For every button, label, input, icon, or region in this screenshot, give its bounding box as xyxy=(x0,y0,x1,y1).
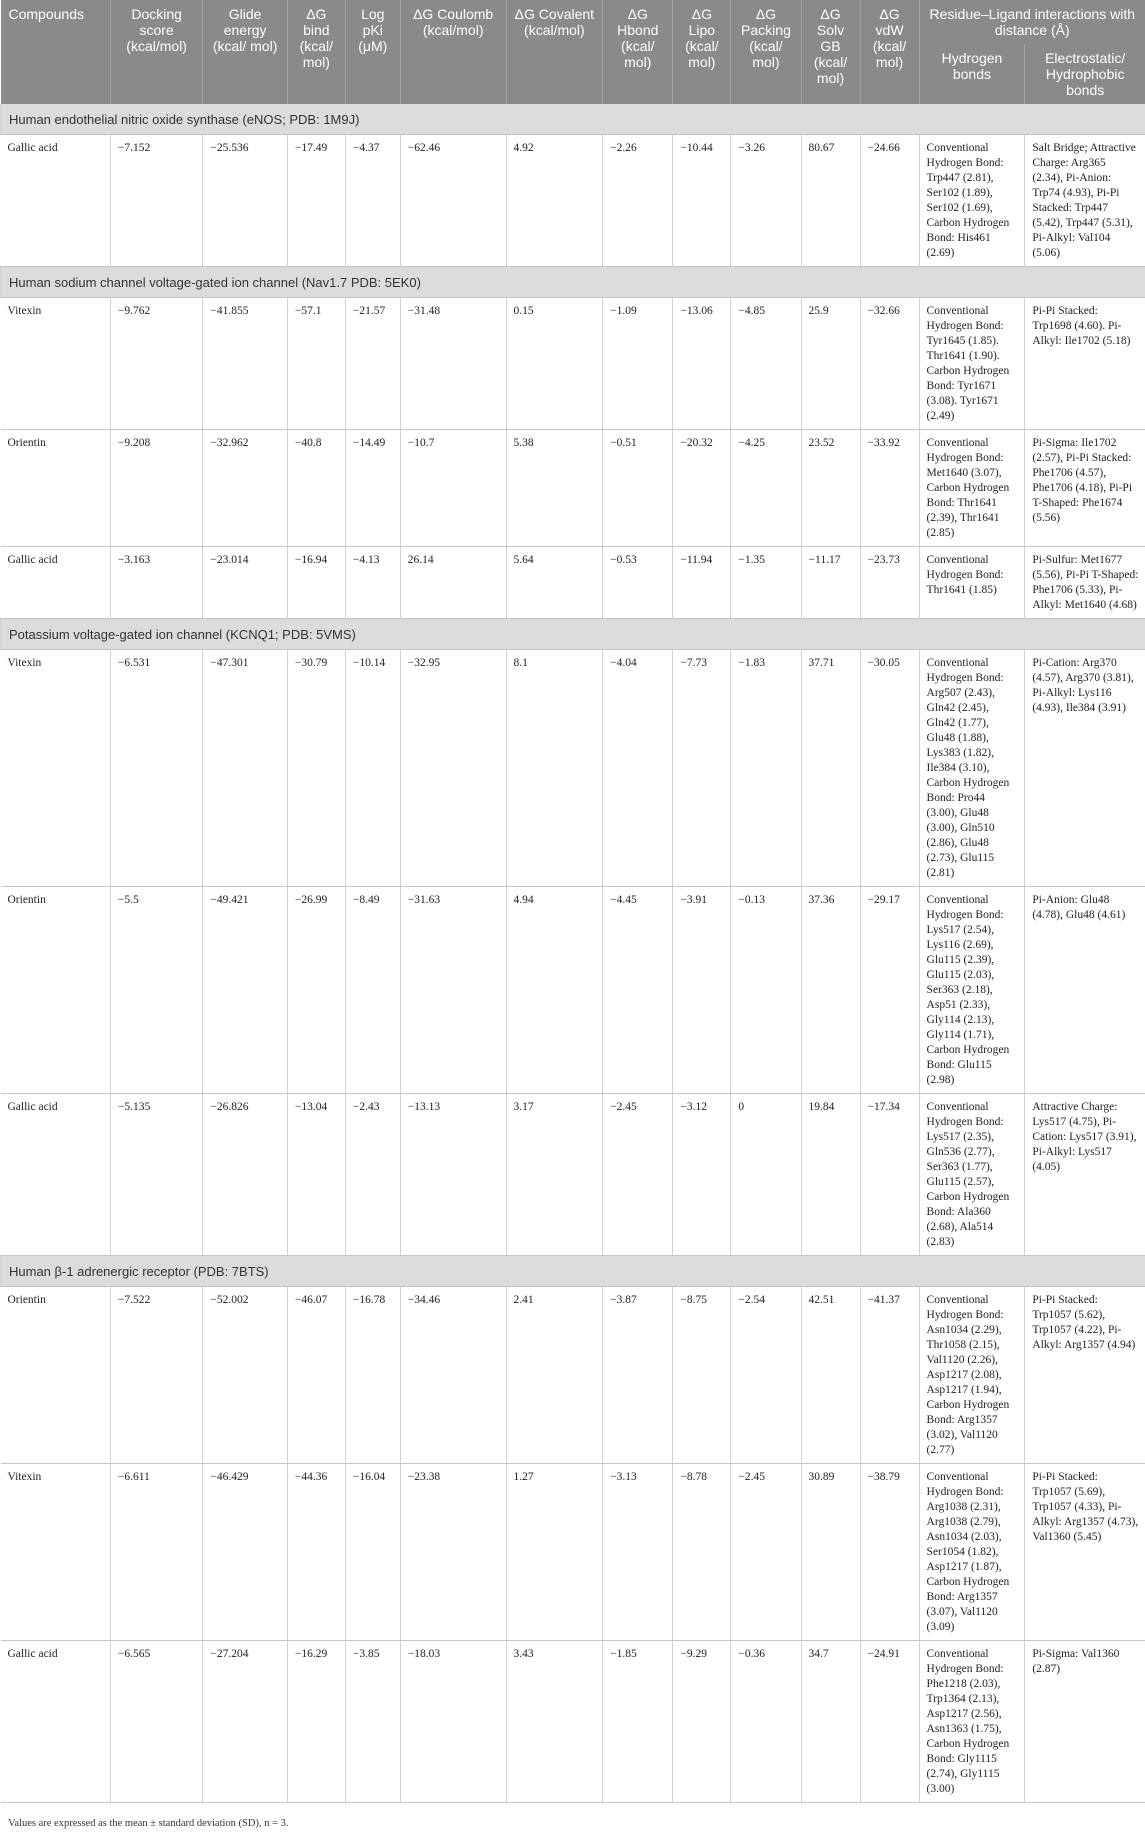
cell-docking-score: −7.522 xyxy=(110,1287,203,1464)
table-row xyxy=(1,650,1145,887)
cell-compound-name: Vitexin xyxy=(1,1464,111,1641)
cell-electrostatic-bonds: Pi-Cation: Arg370 (4.57), Arg370 (3.81), Pi-Alkyl: Lys116 (4.93), Ile384 (3.91) xyxy=(1025,650,1145,887)
cell-glide-energy: −27.204 xyxy=(203,1641,287,1803)
cell-docking-score: −6.565 xyxy=(110,1641,203,1803)
cell-dg-hbond: −0.53 xyxy=(603,547,673,619)
header-dg-vdw: ΔG vdW (kcal/ mol) xyxy=(860,0,919,104)
cell-dg-hbond: −4.45 xyxy=(603,887,673,1094)
cell-electrostatic-bonds: Attractive Charge: Lys517 (4.75), Pi-Cation: Lys517 (3.91), Pi-Alkyl: Lys517 (4.05) xyxy=(1025,1094,1145,1256)
cell-dg-lipo: −11.94 xyxy=(673,547,731,619)
cell-dg-vdw: −24.91 xyxy=(860,1641,919,1803)
cell-dg-bind: −16.29 xyxy=(287,1641,345,1803)
cell-hydrogen-bonds: Conventional Hydrogen Bond: Trp447 (2.81), Ser102 (1.89), Ser102 (1.69), Carbon Hydrogen Bond: His461 (2.69) xyxy=(919,135,1025,267)
cell-dg-lipo: −7.73 xyxy=(673,650,731,887)
cell-dg-packing: −1.83 xyxy=(731,650,801,887)
cell-glide-energy: −49.421 xyxy=(203,887,287,1094)
cell-hydrogen-bonds: Conventional Hydrogen Bond: Met1640 (3.07), Carbon Hydrogen Bond: Thr1641 (2.39), Thr1641 (2.85) xyxy=(919,430,1025,547)
cell-docking-score: −5.135 xyxy=(110,1094,203,1256)
cell-dg-coulomb: −31.63 xyxy=(400,887,506,1094)
cell-dg-solv-gb: 37.71 xyxy=(801,650,860,887)
cell-dg-hbond: −0.51 xyxy=(603,430,673,547)
cell-dg-covalent: 1.27 xyxy=(506,1464,603,1641)
footnote: Values are expressed as the mean ± standard deviation (SD), n = 3. xyxy=(8,1818,289,1829)
cell-log-pki: −16.78 xyxy=(345,1287,400,1464)
cell-log-pki: −14.49 xyxy=(345,430,400,547)
cell-dg-lipo: −3.91 xyxy=(673,887,731,1094)
cell-docking-score: −9.762 xyxy=(110,298,203,430)
cell-hydrogen-bonds: Conventional Hydrogen Bond: Arg507 (2.43), Gln42 (2.45), Gln42 (1.77), Glu48 (1.88), Lys383 (1.82), Ile384 (3.10), Carbon Hydrogen Bond: Pro44 (3.00), Glu48 (3.00), Gln510 (2.86), Glu48 (2.73), Glu115 (2.81) xyxy=(919,650,1025,887)
cell-dg-coulomb: −34.46 xyxy=(400,1287,506,1464)
header-interactions: Residue–Ligand interactions with distance (Å) xyxy=(919,0,1145,44)
cell-dg-bind: −17.49 xyxy=(287,135,345,267)
table-row xyxy=(1,135,1145,267)
cell-dg-vdw: −33.92 xyxy=(860,430,919,547)
cell-dg-solv-gb: 23.52 xyxy=(801,430,860,547)
cell-dg-solv-gb: 19.84 xyxy=(801,1094,860,1256)
cell-dg-packing: 0 xyxy=(731,1094,801,1256)
cell-dg-covalent: 4.92 xyxy=(506,135,603,267)
cell-electrostatic-bonds: Pi-Sigma: Val1360 (2.87) xyxy=(1025,1641,1145,1803)
cell-docking-score: −9.208 xyxy=(110,430,203,547)
header-dg-covalent: ΔG Covalent (kcal/mol) xyxy=(506,0,603,104)
cell-log-pki: −4.13 xyxy=(345,547,400,619)
cell-log-pki: −10.14 xyxy=(345,650,400,887)
section-title: Human endothelial nitric oxide synthase (eNOS; PDB: 1M9J) xyxy=(1,104,1145,135)
cell-glide-energy: −41.855 xyxy=(203,298,287,430)
cell-compound-name: Vitexin xyxy=(1,650,111,887)
cell-dg-covalent: 5.38 xyxy=(506,430,603,547)
cell-glide-energy: −32.962 xyxy=(203,430,287,547)
cell-docking-score: −6.611 xyxy=(110,1464,203,1641)
cell-log-pki: −16.04 xyxy=(345,1464,400,1641)
table-row xyxy=(1,547,1145,619)
cell-dg-solv-gb: 80.67 xyxy=(801,135,860,267)
cell-dg-packing: −2.45 xyxy=(731,1464,801,1641)
header-dg-solv-gb: ΔG Solv GB (kcal/ mol) xyxy=(801,0,860,104)
cell-hydrogen-bonds: Conventional Hydrogen Bond: Phe1218 (2.03), Trp1364 (2.13), Asp1217 (2.56), Asn1363 (1.75), Carbon Hydrogen Bond: Gly1115 (2.74), Gly1115 (3.00) xyxy=(919,1641,1025,1803)
table-row xyxy=(1,887,1145,1094)
cell-dg-covalent: 2.41 xyxy=(506,1287,603,1464)
section-row xyxy=(1,104,1145,135)
header-dg-lipo: ΔG Lipo (kcal/ mol) xyxy=(673,0,731,104)
cell-log-pki: −21.57 xyxy=(345,298,400,430)
cell-dg-coulomb: −31.48 xyxy=(400,298,506,430)
cell-dg-hbond: −3.13 xyxy=(603,1464,673,1641)
cell-dg-bind: −40.8 xyxy=(287,430,345,547)
cell-compound-name: Vitexin xyxy=(1,298,111,430)
table-row xyxy=(1,1641,1145,1803)
cell-dg-bind: −46.07 xyxy=(287,1287,345,1464)
cell-dg-bind: −57.1 xyxy=(287,298,345,430)
cell-dg-covalent: 8.1 xyxy=(506,650,603,887)
cell-glide-energy: −46.429 xyxy=(203,1464,287,1641)
cell-dg-coulomb: −13.13 xyxy=(400,1094,506,1256)
cell-dg-solv-gb: 25.9 xyxy=(801,298,860,430)
cell-log-pki: −2.43 xyxy=(345,1094,400,1256)
cell-dg-bind: −44.36 xyxy=(287,1464,345,1641)
cell-compound-name: Orientin xyxy=(1,1287,111,1464)
cell-electrostatic-bonds: Pi-Anion: Glu48 (4.78), Glu48 (4.61) xyxy=(1025,887,1145,1094)
cell-log-pki: −3.85 xyxy=(345,1641,400,1803)
table-row xyxy=(1,298,1145,430)
cell-dg-solv-gb: 37.36 xyxy=(801,887,860,1094)
cell-dg-packing: −0.13 xyxy=(731,887,801,1094)
header-electrostatic-bonds: Electrostatic/ Hydrophobic bonds xyxy=(1025,44,1145,104)
header-dg-packing: ΔG Packing (kcal/ mol) xyxy=(731,0,801,104)
table-row xyxy=(1,1287,1145,1464)
cell-dg-hbond: −3.87 xyxy=(603,1287,673,1464)
cell-dg-bind: −26.99 xyxy=(287,887,345,1094)
cell-dg-lipo: −8.78 xyxy=(673,1464,731,1641)
cell-dg-hbond: −2.26 xyxy=(603,135,673,267)
cell-hydrogen-bonds: Conventional Hydrogen Bond: Lys517 (2.54), Lys116 (2.69), Glu115 (2.39), Glu115 (2.03), Ser363 (2.18), Asp51 (2.33), Gly114 (2.13), Gly114 (1.71), Carbon Hydrogen Bond: Glu115 (2.98) xyxy=(919,887,1025,1094)
cell-dg-hbond: −2.45 xyxy=(603,1094,673,1256)
cell-dg-solv-gb: 42.51 xyxy=(801,1287,860,1464)
cell-dg-lipo: −9.29 xyxy=(673,1641,731,1803)
cell-docking-score: −5.5 xyxy=(110,887,203,1094)
cell-dg-packing: −3.26 xyxy=(731,135,801,267)
cell-docking-score: −7.152 xyxy=(110,135,203,267)
cell-electrostatic-bonds: Pi-Sigma: Ile1702 (2.57), Pi-Pi Stacked: Phe1706 (4.57), Phe1706 (4.18), Pi-Pi T-Shaped: Phe1674 (5.56) xyxy=(1025,430,1145,547)
cell-dg-coulomb: −32.95 xyxy=(400,650,506,887)
cell-dg-lipo: −20.32 xyxy=(673,430,731,547)
cell-electrostatic-bonds: Pi-Pi Stacked: Trp1057 (5.69), Trp1057 (4.33), Pi-Alkyl: Arg1357 (4.73), Val1360 (5.45) xyxy=(1025,1464,1145,1641)
cell-glide-energy: −52.002 xyxy=(203,1287,287,1464)
cell-dg-vdw: −23.73 xyxy=(860,547,919,619)
cell-dg-covalent: 3.43 xyxy=(506,1641,603,1803)
header-hydrogen-bonds: Hydrogen bonds xyxy=(919,44,1025,104)
cell-electrostatic-bonds: Salt Bridge; Attractive Charge: Arg365 (2.34), Pi-Anion: Trp74 (4.93), Pi-Pi Stacked: Trp447 (5.42), Trp447 (5.31), Pi-Alkyl: Val104 (5.06) xyxy=(1025,135,1145,267)
header-compounds: Compounds xyxy=(1,0,111,104)
section-title: Human sodium channel voltage-gated ion channel (Nav1.7 PDB: 5EK0) xyxy=(1,267,1145,298)
cell-dg-coulomb: 26.14 xyxy=(400,547,506,619)
cell-electrostatic-bonds: Pi-Pi Stacked: Trp1057 (5.62), Trp1057 (4.22), Pi-Alkyl: Arg1357 (4.94) xyxy=(1025,1287,1145,1464)
cell-hydrogen-bonds: Conventional Hydrogen Bond: Lys517 (2.35), Gln536 (2.77), Ser363 (1.77), Glu115 (2.57), Carbon Hydrogen Bond: Ala360 (2.68), Ala514 (2.83) xyxy=(919,1094,1025,1256)
cell-dg-hbond: −1.85 xyxy=(603,1641,673,1803)
section-title: Potassium voltage-gated ion channel (KCNQ1; PDB: 5VMS) xyxy=(1,619,1145,650)
section-title: Human β-1 adrenergic receptor (PDB: 7BTS) xyxy=(1,1256,1145,1287)
cell-dg-vdw: −17.34 xyxy=(860,1094,919,1256)
header-dg-bind: ΔG bind (kcal/ mol) xyxy=(287,0,345,104)
cell-dg-bind: −16.94 xyxy=(287,547,345,619)
cell-compound-name: Gallic acid xyxy=(1,547,111,619)
cell-dg-vdw: −38.79 xyxy=(860,1464,919,1641)
cell-dg-vdw: −41.37 xyxy=(860,1287,919,1464)
cell-compound-name: Gallic acid xyxy=(1,1641,111,1803)
cell-dg-solv-gb: 34.7 xyxy=(801,1641,860,1803)
cell-dg-bind: −13.04 xyxy=(287,1094,345,1256)
cell-dg-covalent: 4.94 xyxy=(506,887,603,1094)
cell-dg-covalent: 3.17 xyxy=(506,1094,603,1256)
cell-glide-energy: −25.536 xyxy=(203,135,287,267)
cell-glide-energy: −47.301 xyxy=(203,650,287,887)
cell-dg-packing: −4.25 xyxy=(731,430,801,547)
cell-dg-coulomb: −23.38 xyxy=(400,1464,506,1641)
cell-dg-coulomb: −10.7 xyxy=(400,430,506,547)
cell-electrostatic-bonds: Pi-Pi Stacked: Trp1698 (4.60). Pi-Alkyl: Ile1702 (5.18) xyxy=(1025,298,1145,430)
cell-log-pki: −8.49 xyxy=(345,887,400,1094)
cell-dg-coulomb: −62.46 xyxy=(400,135,506,267)
cell-dg-hbond: −1.09 xyxy=(603,298,673,430)
cell-hydrogen-bonds: Conventional Hydrogen Bond: Tyr1645 (1.85). Thr1641 (1.90). Carbon Hydrogen Bond: Tyr1671 (3.08). Tyr1671 (2.49) xyxy=(919,298,1025,430)
cell-compound-name: Gallic acid xyxy=(1,1094,111,1256)
header-glide-energy: Glide energy (kcal/ mol) xyxy=(203,0,287,104)
table-row xyxy=(1,430,1145,547)
cell-dg-coulomb: −18.03 xyxy=(400,1641,506,1803)
header-dg-coulomb: ΔG Coulomb (kcal/mol) xyxy=(400,0,506,104)
cell-dg-solv-gb: 30.89 xyxy=(801,1464,860,1641)
cell-dg-covalent: 5.64 xyxy=(506,547,603,619)
cell-dg-covalent: 0.15 xyxy=(506,298,603,430)
section-row xyxy=(1,1256,1145,1287)
section-row xyxy=(1,267,1145,298)
cell-hydrogen-bonds: Conventional Hydrogen Bond: Thr1641 (1.85) xyxy=(919,547,1025,619)
header-dg-hbond: ΔG Hbond (kcal/ mol) xyxy=(603,0,673,104)
cell-dg-solv-gb: −11.17 xyxy=(801,547,860,619)
cell-dg-vdw: −32.66 xyxy=(860,298,919,430)
section-row xyxy=(1,619,1145,650)
cell-dg-packing: −2.54 xyxy=(731,1287,801,1464)
cell-dg-packing: −1.35 xyxy=(731,547,801,619)
cell-docking-score: −3.163 xyxy=(110,547,203,619)
cell-electrostatic-bonds: Pi-Sulfur: Met1677 (5.56), Pi-Pi T-Shaped: Phe1706 (5.33), Pi-Alkyl: Met1640 (4.68) xyxy=(1025,547,1145,619)
cell-dg-bind: −30.79 xyxy=(287,650,345,887)
cell-compound-name: Orientin xyxy=(1,430,111,547)
header-docking-score: Docking score (kcal/mol) xyxy=(110,0,203,104)
cell-dg-lipo: −8.75 xyxy=(673,1287,731,1464)
cell-dg-lipo: −13.06 xyxy=(673,298,731,430)
cell-glide-energy: −26.826 xyxy=(203,1094,287,1256)
cell-dg-lipo: −3.12 xyxy=(673,1094,731,1256)
cell-compound-name: Gallic acid xyxy=(1,135,111,267)
cell-dg-hbond: −4.04 xyxy=(603,650,673,887)
cell-docking-score: −6.531 xyxy=(110,650,203,887)
cell-dg-vdw: −24.66 xyxy=(860,135,919,267)
cell-dg-packing: −4.85 xyxy=(731,298,801,430)
header-log-pki: Log pKi (μM) xyxy=(345,0,400,104)
table-body xyxy=(1,104,1145,1803)
cell-hydrogen-bonds: Conventional Hydrogen Bond: Arg1038 (2.31), Arg1038 (2.79), Asn1034 (2.03), Ser1054 (1.82), Asp1217 (1.87), Carbon Hydrogen Bond: Arg1357 (3.07), Val1120 (3.09) xyxy=(919,1464,1025,1641)
cell-dg-vdw: −29.17 xyxy=(860,887,919,1094)
cell-hydrogen-bonds: Conventional Hydrogen Bond: Asn1034 (2.29), Thr1058 (2.15), Val1120 (2.26), Asp1217 (2.08), Asp1217 (1.94), Carbon Hydrogen Bond: Arg1357 (3.02), Val1120 (2.77) xyxy=(919,1287,1025,1464)
cell-glide-energy: −23.014 xyxy=(203,547,287,619)
cell-dg-lipo: −10.44 xyxy=(673,135,731,267)
table-row xyxy=(1,1094,1145,1256)
cell-dg-packing: −0.36 xyxy=(731,1641,801,1803)
table-row xyxy=(1,1464,1145,1641)
cell-compound-name: Orientin xyxy=(1,887,111,1094)
cell-dg-vdw: −30.05 xyxy=(860,650,919,887)
cell-log-pki: −4.37 xyxy=(345,135,400,267)
